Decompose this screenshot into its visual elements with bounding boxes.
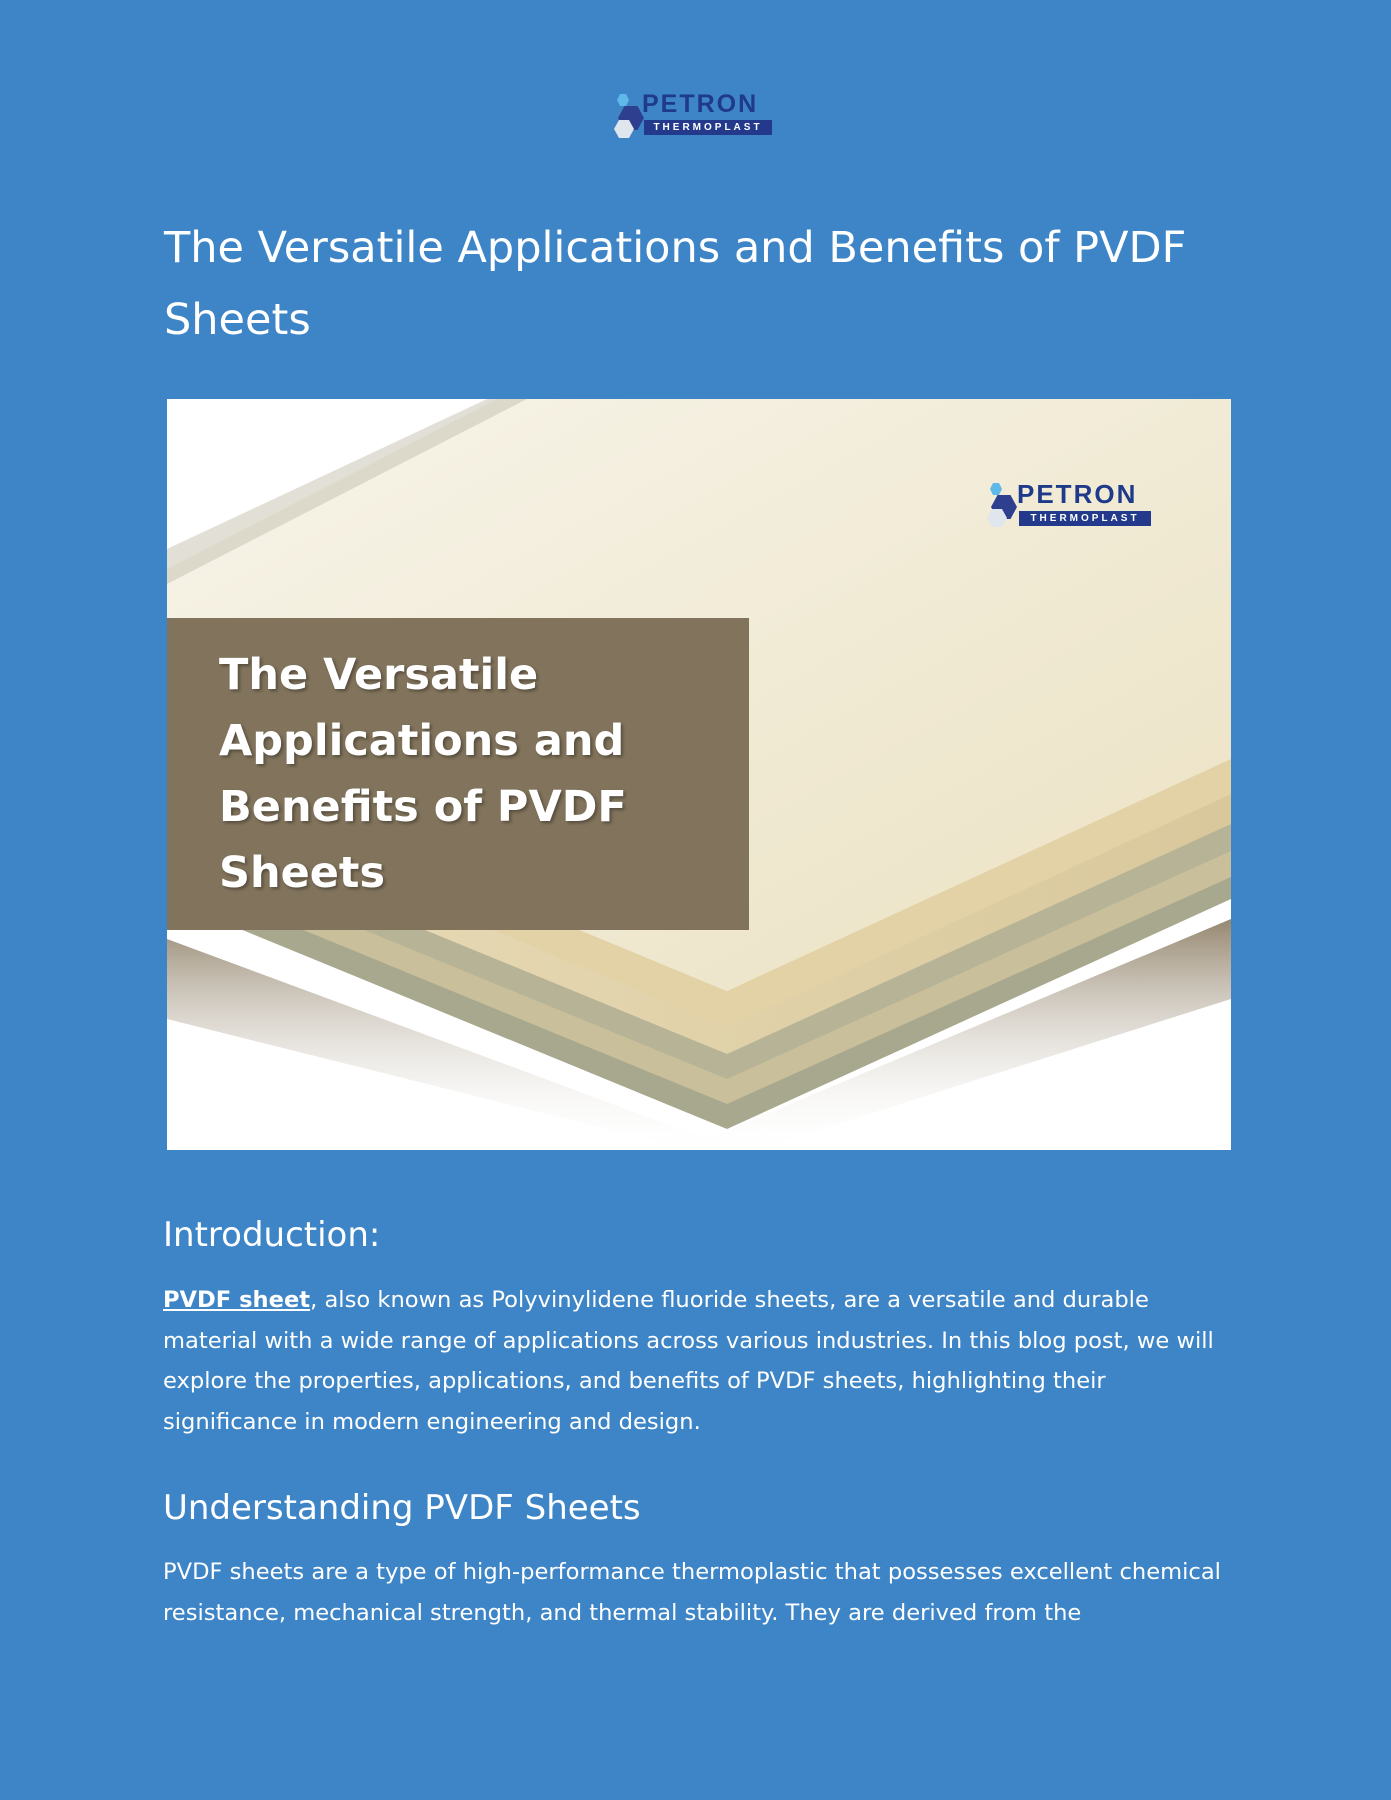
- understanding-paragraph: PVDF sheets are a type of high-performance thermoplastic that possesses excellent chemical resistance, mechanical strength, and thermal stability. They are derived from the: [163, 1559, 1221, 1626]
- pvdf-sheet-link[interactable]: PVDF sheet: [163, 1287, 311, 1313]
- introduction-text: , also known as Polyvinylidene fluoride sheets, are a versatile and durable material with a wide range of applications across various industries. In this blog post, we will explore the properties, applications, and benefits of PVDF sheets, highlighting their significance in modern engineering and design.: [163, 1287, 1214, 1435]
- logo-brand: PETRON: [1017, 479, 1138, 509]
- understanding-heading: Understanding PVDF Sheets: [163, 1488, 641, 1528]
- introduction-heading: Introduction:: [163, 1215, 381, 1255]
- page-title: The Versatile Applications and Benefits of PVDF Sheets: [164, 223, 1187, 345]
- introduction-paragraph: [163, 1280, 1238, 1442]
- hero-overlay-text: The Versatile Applications and Benefits of PVDF Sheets: [219, 650, 627, 898]
- logo-subtitle: THERMOPLAST: [1019, 511, 1151, 526]
- hero-title-overlay: [167, 618, 749, 930]
- petron-logo: [614, 90, 779, 146]
- hero-petron-logo: [987, 479, 1157, 537]
- hero-image: [167, 399, 1231, 1150]
- logo-subtitle: THERMOPLAST: [644, 120, 772, 135]
- hexagon-icon: [990, 483, 1002, 495]
- hexagon-icon: [617, 94, 629, 106]
- logo-brand: PETRON: [642, 90, 759, 118]
